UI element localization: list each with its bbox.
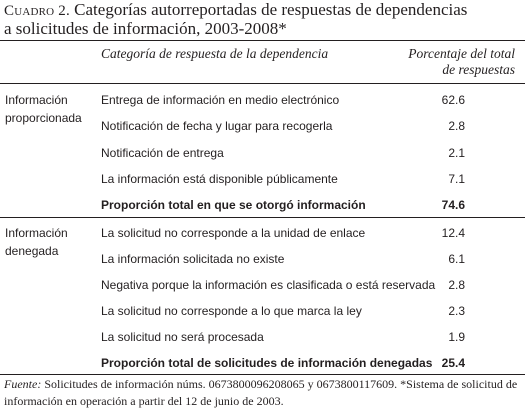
row-category: Notificación de entrega [101,146,224,160]
row-category: Entrega de información en medio electrónico [101,93,340,107]
header-rule [0,83,525,84]
group-label-line2: proporcionada [5,111,82,125]
column-header-percent-line2: de respuestas [442,62,515,77]
group-label-denied [5,224,68,260]
group-divider-rule [0,217,525,218]
table-row [101,276,465,294]
row-percent: 2.8 [448,119,465,133]
row-category: Proporción total de solicitudes de información denegadas [101,356,433,370]
row-category: Negativa porque la información es clasificada o está reservada [101,278,436,292]
row-category: Proporción total en que se otorgó información [101,198,366,212]
group-label-line2: denegada [5,244,59,258]
table-row [101,224,465,242]
table-row [101,91,465,109]
bottom-rule [0,374,525,375]
group-label-line1: Información [5,93,68,107]
row-category: La solicitud no corresponde a lo que marca la ley [101,304,362,318]
row-category: La información está disponible públicamente [101,172,338,186]
table-row [101,250,465,268]
table-row [101,302,465,320]
table-row [101,144,465,162]
row-percent: 2.3 [448,304,465,318]
row-percent: 12.4 [441,226,465,240]
row-percent: 2.1 [448,146,465,160]
table-total-row [101,196,465,214]
row-category: La solicitud no corresponde a la unidad de enlace [101,226,366,240]
column-header-percent [408,46,515,78]
table-footnote [4,376,522,410]
group-label-line1: Información [5,226,68,240]
row-percent: 25.4 [441,356,465,370]
row-category: Notificación de fecha y lugar para recogerla [101,119,333,133]
footnote-source-label: Fuente: [4,377,42,391]
row-percent: 7.1 [448,172,465,186]
row-percent: 74.6 [441,198,465,212]
row-percent: 1.9 [448,330,465,344]
table-row [101,328,465,346]
table-row [101,170,465,188]
column-header-category: Categoría de respuesta de la dependencia [101,46,329,61]
group-label-provided [5,91,82,127]
row-percent: 62.6 [441,93,465,107]
table-number-label: Cuadro 2. [4,3,70,19]
footnote-source-text: Solicitudes de información núms. 0673800096208065 y 0673800117609. *Sistema de solicitud de información en operación a partir del 12 de junio de 2003. [4,377,518,408]
table-title [4,1,522,38]
row-percent: 6.1 [448,252,465,266]
table-row [101,117,465,135]
row-percent: 2.8 [448,278,465,292]
top-rule [0,40,525,41]
column-header-percent-line1: Porcentaje del total [408,46,515,61]
table-title-line1: Categorías autorreportadas de respuestas de dependencias [74,0,468,19]
row-category: La solicitud no será procesada [101,330,264,344]
table-title-line2: a solicitudes de información, 2003-2008* [4,19,287,38]
table-total-row [101,354,465,372]
row-category: La información solicitada no existe [101,252,285,266]
